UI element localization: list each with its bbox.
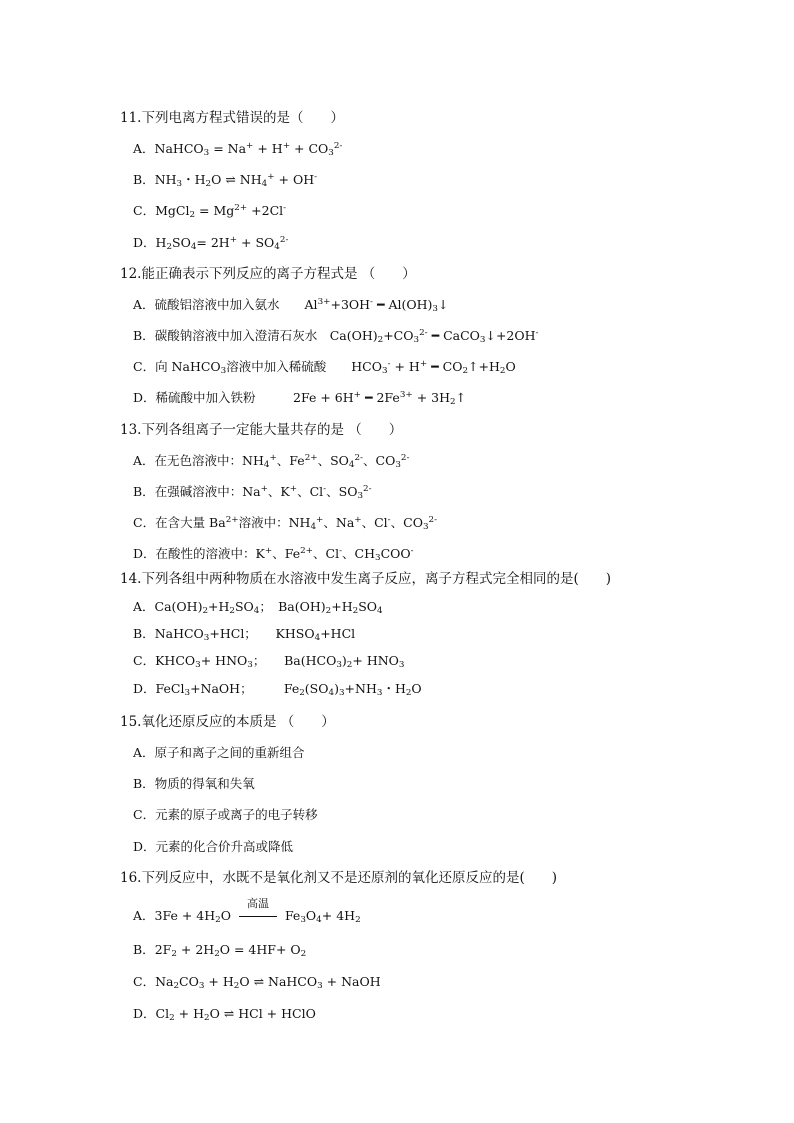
option-14-B	[133, 626, 356, 644]
option-text: + 2H	[176, 942, 215, 957]
option-text: 在含大量 Ba	[155, 515, 226, 530]
option-11-B	[133, 172, 318, 190]
superscript: 2+	[234, 203, 248, 214]
option-letter: C．	[133, 653, 156, 668]
option-13-D	[133, 546, 414, 564]
option-text: O ⇌ HCl + HClO	[209, 1006, 316, 1021]
superscript: +	[354, 515, 362, 526]
subscript: 2	[405, 688, 412, 699]
option-letter: B．	[133, 942, 155, 957]
superscript: 2-	[400, 453, 410, 464]
option-letter: B．	[133, 776, 155, 791]
option-text: 2F	[154, 942, 172, 957]
option-text: 、SO	[326, 484, 358, 499]
subscript: 3	[376, 688, 383, 699]
option-text: CO	[179, 974, 199, 989]
option-text: Ca(OH)	[154, 599, 203, 614]
superscript: +	[269, 453, 277, 464]
option-text: 元素的原子或离子的电子转移	[155, 807, 318, 822]
superscript: +	[282, 141, 291, 152]
option-letter: A．	[133, 453, 155, 468]
option-letter: C．	[133, 807, 156, 822]
option-text: = Mg	[195, 203, 235, 218]
option-letter: D．	[133, 681, 156, 696]
option-letter: A．	[133, 141, 155, 156]
question-stem-13: 13.下列各组离子一定能大量共存的是 （ ）	[120, 422, 403, 438]
superscript: -	[410, 546, 414, 557]
option-text: 、CO	[363, 453, 396, 468]
option-letter: B．	[133, 328, 155, 343]
question-stem-16: 16.下列反应中，水既不是氧化剂又不是还原剂的氧化还原反应的是( )	[120, 870, 558, 886]
option-text: ↑+H	[468, 359, 500, 374]
option-11-D	[133, 235, 289, 253]
question-stem-15: 15.氧化还原反应的本质是 （ ）	[120, 714, 335, 730]
option-text: 、K	[267, 484, 290, 499]
subscript: 4	[316, 915, 322, 926]
superscript: +	[353, 390, 361, 401]
question-stem-14: 14.下列各组中两种物质在水溶液中发生离子反应，离子方程式完全相同的是( )	[120, 571, 612, 587]
subscript: 3	[479, 335, 486, 346]
option-text: +2Cl	[247, 203, 284, 218]
subscript: 2	[355, 915, 361, 926]
subscript: 3	[247, 660, 253, 671]
option-text: 稀硫酸中加入铁粉 2Fe + 6H	[155, 390, 354, 405]
option-text: = Na	[209, 141, 247, 156]
subscript: 3	[198, 981, 205, 992]
option-12-D	[133, 390, 467, 408]
subscript: 2	[205, 179, 212, 190]
option-text: 物质的得氧和失氧	[154, 776, 255, 791]
option-text: 、Cl	[297, 484, 324, 499]
option-14-D	[133, 681, 422, 699]
option-text: +3OH	[330, 297, 371, 312]
option-text: +HCl； KHSO	[209, 626, 315, 641]
option-letter: C．	[133, 359, 156, 374]
subscript: 4	[310, 522, 317, 533]
option-text: ↓+2OH	[485, 328, 536, 343]
subscript: 3	[336, 660, 342, 671]
option-11-C	[133, 203, 287, 221]
reaction-condition: 高温	[246, 897, 269, 910]
subscript: 3	[220, 366, 227, 377]
subscript: 2	[173, 981, 180, 992]
option-text: 溶液中：NH	[238, 515, 311, 530]
option-text: ━ CaCO	[427, 328, 480, 343]
option-text: 元素的化合价升高或降低	[155, 839, 294, 854]
superscript: 3+	[399, 390, 413, 401]
option-text: (SO	[304, 681, 329, 696]
subscript: 2	[215, 915, 221, 926]
option-letter: C．	[133, 203, 156, 218]
option-text: + SO	[237, 235, 275, 250]
subscript: 2	[229, 606, 235, 617]
subscript: 3	[203, 148, 210, 159]
subscript: 2	[171, 949, 177, 960]
option-text: 、Fe	[276, 453, 305, 468]
option-letter: D．	[133, 390, 156, 405]
option-13-B	[133, 484, 372, 502]
option-text: O	[305, 908, 317, 923]
option-text: 碳酸钠溶液中加入澄清石灰水 Ca(OH)	[154, 328, 378, 343]
superscript: 2-	[363, 484, 372, 495]
option-text: Na	[155, 974, 174, 989]
option-13-C	[133, 515, 438, 533]
subscript: 4	[263, 460, 270, 471]
option-text: + NaOH	[322, 974, 381, 989]
option-text: H	[155, 235, 167, 250]
option-text: 、SO	[317, 453, 349, 468]
subscript: 2	[166, 242, 173, 253]
option-text: Fe	[280, 908, 301, 923]
subscript: 2	[189, 210, 196, 221]
question-stem-11: 11.下列电离方程式错误的是（ ）	[120, 110, 344, 126]
superscript: +	[419, 359, 428, 370]
option-text: = 2H	[196, 235, 230, 250]
option-letter: B．	[133, 172, 155, 187]
subscript: 2	[233, 981, 240, 992]
option-16-B	[133, 942, 307, 960]
option-letter: B．	[133, 626, 155, 641]
option-text: COO	[380, 546, 411, 561]
option-letter: D．	[133, 546, 156, 561]
subscript: 3	[375, 553, 381, 564]
option-letter: D．	[133, 839, 156, 854]
subscript: 3	[432, 304, 438, 315]
option-text: 、Cl	[361, 515, 388, 530]
superscript: -	[314, 172, 318, 183]
option-text: ━ CO	[427, 359, 463, 374]
option-text: ・H	[382, 681, 406, 696]
option-text: + CO	[290, 141, 329, 156]
subscript: 3	[422, 522, 429, 533]
superscript: 2+	[304, 453, 318, 464]
option-text: Cl	[155, 1006, 170, 1021]
option-letter: C．	[133, 515, 156, 530]
subscript: 3	[398, 660, 405, 671]
option-text: +H	[331, 599, 353, 614]
option-text: 、Fe	[272, 546, 301, 561]
option-text: ； Ba(OH)	[259, 599, 326, 614]
option-text: + OH	[274, 172, 315, 187]
option-letter: A．	[133, 908, 155, 923]
superscript: 2-	[279, 235, 289, 246]
option-text: +CO	[383, 328, 414, 343]
option-text: + H	[253, 141, 283, 156]
superscript: +	[260, 484, 268, 495]
superscript: -	[323, 484, 327, 495]
option-text: 、Na	[323, 515, 355, 530]
question-stem-12: 12.能正确表示下列反应的离子方程式是 （ ）	[120, 266, 416, 282]
superscript: +	[289, 484, 298, 495]
subscript: 4	[261, 179, 268, 190]
option-14-C	[133, 653, 405, 671]
option-text: O	[411, 681, 422, 696]
option-letter: B．	[133, 484, 155, 499]
superscript: 2+	[300, 546, 314, 557]
subscript: 2	[202, 606, 209, 617]
subscript: 2	[300, 949, 307, 960]
option-text: )	[334, 681, 339, 696]
subscript: 4	[190, 242, 197, 253]
subscript: 3	[184, 688, 191, 699]
option-13-A	[133, 453, 410, 471]
superscript: 2-	[419, 328, 428, 339]
option-text: )	[341, 653, 347, 668]
option-text: 溶液中加入稀硫酸 HCO	[226, 359, 382, 374]
superscript: -	[535, 328, 539, 339]
subscript: 3	[300, 915, 306, 926]
superscript: -	[370, 297, 374, 308]
option-text: O ⇌ NH	[211, 172, 262, 187]
option-15-A	[133, 747, 305, 760]
option-16-D	[133, 1006, 316, 1024]
option-text: ━ 2Fe	[361, 390, 400, 405]
option-text: + HNO	[200, 653, 248, 668]
subscript: 2	[204, 1013, 210, 1024]
option-text: SO	[358, 599, 378, 614]
option-15-D	[133, 841, 293, 854]
option-15-B	[133, 778, 255, 791]
option-text: +HCl	[320, 626, 356, 641]
subscript: 2	[352, 606, 359, 617]
option-text: NaHCO	[154, 626, 204, 641]
subscript: 3	[203, 633, 210, 644]
superscript: 2-	[333, 141, 343, 152]
subscript: 2	[169, 1013, 175, 1024]
option-letter: D．	[133, 1006, 156, 1021]
option-text: MgCl	[155, 203, 190, 218]
subscript: 2	[346, 660, 353, 671]
option-text: ； Ba(HCO	[252, 653, 337, 668]
option-text: 、Cl	[313, 546, 340, 561]
option-text: 3Fe + 4H	[154, 908, 216, 923]
subscript: 2	[325, 606, 332, 617]
superscript: 2-	[354, 453, 364, 464]
subscript: 3	[381, 366, 388, 377]
option-text: ↓	[438, 297, 449, 312]
option-text: + HNO	[352, 653, 399, 668]
option-text: +NH	[344, 681, 377, 696]
equals-bar	[239, 916, 277, 917]
subscript: 3	[195, 660, 201, 671]
subscript: 4	[314, 633, 321, 644]
subscript: 4	[348, 460, 355, 471]
option-text: O ⇌ NaHCO	[239, 974, 318, 989]
option-text: 在无色溶液中：NH	[154, 453, 264, 468]
option-text: 在强碱溶液中：Na	[154, 484, 261, 499]
option-11-A	[133, 141, 343, 159]
subscript: 3	[413, 335, 420, 346]
option-text: 在酸性的溶液中：K	[155, 546, 265, 561]
option-16-A	[133, 897, 361, 926]
option-text: 、CO	[390, 515, 423, 530]
reaction-condition-arrow	[239, 897, 277, 923]
option-text: NH	[154, 172, 177, 187]
option-14-A	[133, 599, 383, 617]
option-12-B	[133, 328, 539, 346]
option-text: O	[220, 908, 235, 923]
option-letter: A．	[133, 297, 155, 312]
superscript: 2-	[428, 515, 438, 526]
subscript: 3	[176, 179, 183, 190]
subscript: 4	[328, 688, 335, 699]
option-16-C	[133, 974, 381, 992]
option-text: + 3H	[412, 390, 450, 405]
subscript: 2	[499, 366, 506, 377]
option-12-C	[133, 359, 516, 377]
subscript: 2	[299, 688, 305, 699]
option-text: ↑	[455, 390, 467, 405]
option-text: O	[505, 359, 516, 374]
option-text: + 4H	[321, 908, 356, 923]
subscript: 3	[317, 981, 323, 992]
option-letter: A．	[133, 599, 155, 614]
option-text: FeCl	[155, 681, 185, 696]
superscript: +	[246, 141, 254, 152]
option-text: +H	[208, 599, 230, 614]
superscript: +	[229, 235, 238, 246]
superscript: 3+	[317, 297, 331, 308]
option-text: SO	[172, 235, 191, 250]
option-letter: A．	[133, 745, 155, 760]
option-text: 向 NaHCO	[155, 359, 221, 374]
option-text: 、CH	[342, 546, 376, 561]
option-12-A	[133, 297, 449, 315]
subscript: 4	[274, 242, 280, 253]
option-text: ・H	[182, 172, 206, 187]
option-text: O = 4HF+ O	[219, 942, 301, 957]
subscript: 3	[395, 460, 401, 471]
subscript: 2	[377, 335, 384, 346]
subscript: 3	[357, 491, 364, 502]
superscript: -	[339, 546, 343, 557]
superscript: +	[267, 172, 275, 183]
superscript: 2+	[225, 515, 239, 526]
option-text: 原子和离子之间的重新组合	[154, 745, 305, 760]
option-text: + H	[204, 974, 234, 989]
option-letter: D．	[133, 235, 156, 250]
option-text: ━ Al(OH)	[373, 297, 433, 312]
subscript: 3	[328, 148, 334, 159]
subscript: 2	[450, 397, 456, 408]
superscript: +	[264, 546, 273, 557]
option-letter: C．	[133, 974, 156, 989]
subscript: 3	[338, 688, 345, 699]
option-text: + H	[390, 359, 420, 374]
option-text: 硫酸铝溶液中加入氨水 Al	[154, 297, 318, 312]
option-text: KHCO	[155, 653, 196, 668]
superscript: +	[316, 515, 324, 526]
subscript: 4	[253, 606, 260, 617]
subscript: 4	[377, 606, 383, 617]
superscript: -	[387, 515, 391, 526]
superscript: -	[283, 203, 287, 214]
subscript: 2	[214, 949, 220, 960]
option-text: SO	[234, 599, 254, 614]
option-text: +NaOH； Fe	[190, 681, 300, 696]
superscript: -	[387, 359, 391, 370]
option-15-C	[133, 809, 318, 822]
option-text: NaHCO	[154, 141, 204, 156]
subscript: 2	[462, 366, 469, 377]
option-text: + H	[174, 1006, 204, 1021]
